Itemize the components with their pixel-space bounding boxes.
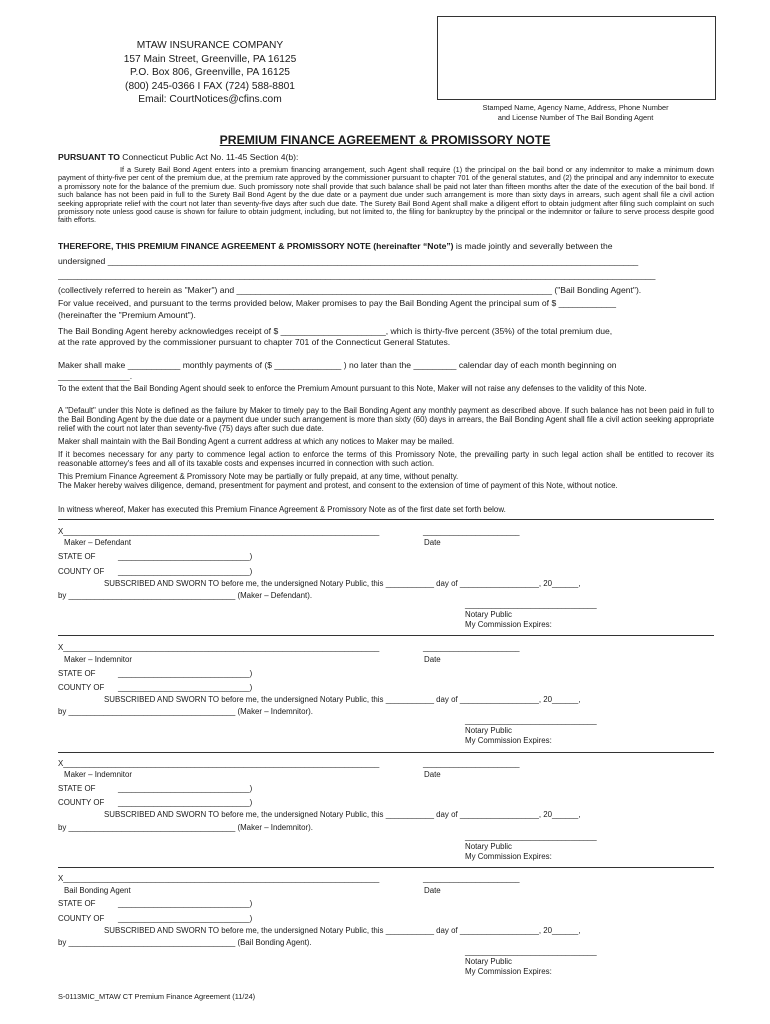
defenses-paragraph: To the extent that the Bail Bonding Agent should seek to enforce the Premium Amount pursuant to this Note, Maker will not raise any defenses to the validity of this Note. [58, 384, 647, 393]
county-label: COUNTY OF [58, 798, 105, 807]
therefore-line [58, 241, 613, 251]
company-email: Email: CourtNotices@cfins.com [138, 94, 282, 105]
by-line[interactable]: by ______________________________________ (Maker – Indemnitor). [58, 823, 313, 832]
notary-label: Notary Public [465, 610, 512, 619]
pursuant-text: Connecticut Public Act No. 11-45 Section 4(b): [119, 152, 299, 162]
signature-line[interactable]: X________________________________________________________________________ [58, 527, 380, 536]
rate-line: at the rate approved by the commissioner pursuant to chapter 701 of the Connecticut General Statutes. [58, 337, 451, 347]
date-line[interactable]: ______________________ [423, 874, 520, 883]
agent-stamp-box[interactable] [437, 16, 716, 100]
by-line[interactable]: by ______________________________________ (Maker – Defendant). [58, 591, 313, 600]
signer-role: Bail Bonding Agent [64, 886, 131, 895]
county-label: COUNTY OF [58, 683, 105, 692]
date-line[interactable]: ______________________ [423, 527, 520, 536]
waives-paragraph: The Maker hereby waives diligence, demand, presentment for payment and protest, and consent to the extension of time of payment of this Note, without notice. [58, 481, 618, 490]
section-divider [58, 867, 714, 868]
county-field[interactable]: ______________________________) [118, 683, 253, 692]
date-line[interactable]: ______________________ [423, 759, 520, 768]
notary-label: Notary Public [465, 726, 512, 735]
therefore-rest: is made jointly and severally between the [453, 241, 613, 251]
county-label: COUNTY OF [58, 567, 105, 576]
company-pobox: P.O. Box 806, Greenville, PA 16125 [130, 67, 290, 78]
commission-expires-label: My Commission Expires: [465, 852, 552, 861]
notary-signature-line[interactable]: ______________________________ [465, 600, 597, 609]
premium-amount-line: (hereinafter the "Premium Amount"). [58, 310, 196, 320]
principal-sum-line[interactable]: For value received, and pursuant to the terms provided below, Maker promises to pay the Bail Bonding Agent the principal sum of $ ____________ [58, 298, 616, 308]
state-label: STATE OF [58, 552, 96, 561]
witness-paragraph: In witness whereof, Maker has executed this Premium Finance Agreement & Promissory Note as of the first date set forth below. [58, 505, 506, 514]
state-field[interactable]: ______________________________) [118, 552, 253, 561]
state-label: STATE OF [58, 784, 96, 793]
state-field[interactable]: ______________________________) [118, 669, 253, 678]
county-field[interactable]: ______________________________) [118, 798, 253, 807]
by-line[interactable]: by ______________________________________ (Maker – Indemnitor). [58, 707, 313, 716]
notary-signature-line[interactable]: ______________________________ [465, 832, 597, 841]
legal-action-paragraph: If it becomes necessary for any party to commence legal action to enforce the terms of this Promissory Note, the prevailing party in such legal action shall be entitled to recover its reasonable attorney's fees and all of its taxable costs and expenses incurred in connection with such action. [58, 450, 714, 469]
commission-expires-label: My Commission Expires: [465, 620, 552, 629]
company-street: 157 Main Street, Greenville, PA 16125 [123, 53, 297, 65]
stamp-caption-line2: and License Number of The Bail Bonding Agent [497, 113, 654, 122]
signer-role: Maker – Indemnitor [64, 655, 132, 664]
therefore-bold: THEREFORE, THIS PREMIUM FINANCE AGREEMENT & PROMISSORY NOTE (hereinafter “Note”) [58, 241, 454, 251]
state-label: STATE OF [58, 899, 96, 908]
notary-signature-line[interactable]: ______________________________ [465, 947, 597, 956]
commission-expires-label: My Commission Expires: [465, 736, 552, 745]
document-title: PREMIUM FINANCE AGREEMENT & PROMISSORY NOTE [219, 133, 551, 147]
company-phone: (800) 245-0366 I FAX (724) 588-8801 [125, 80, 295, 92]
maker-agent-line[interactable]: (collectively referred to herein as "Maker") and __________________________________________________________________ ("Bail Bonding Agent"). [58, 285, 642, 295]
state-field[interactable]: ______________________________) [118, 784, 253, 793]
date-label: Date [424, 655, 441, 664]
payments-start-line[interactable]: _______________. [58, 371, 133, 381]
payments-line[interactable]: Maker shall make ___________ monthly payments of ($ ______________ ) no later than the _________ calendar day of each month beginning on [58, 360, 617, 370]
state-field[interactable]: ______________________________) [118, 899, 253, 908]
commission-expires-label: My Commission Expires: [465, 967, 552, 976]
stamp-caption [437, 103, 714, 123]
signature-line[interactable]: X________________________________________________________________________ [58, 643, 380, 652]
signer-role: Maker – Defendant [64, 538, 132, 547]
sworn-line[interactable]: SUBSCRIBED AND SWORN TO before me, the undersigned Notary Public, this ___________ day of __________________, 20______, [104, 810, 581, 819]
undersigned-line[interactable]: undersigned _______________________________________________________________________________________________________________ [58, 256, 639, 266]
section-divider [58, 752, 714, 753]
notary-label: Notary Public [465, 842, 512, 851]
section-divider [58, 635, 714, 636]
county-field[interactable]: ______________________________) [118, 914, 253, 923]
notary-signature-line[interactable]: ______________________________ [465, 716, 597, 725]
section-divider [58, 519, 714, 520]
by-line[interactable]: by ______________________________________ (Bail Bonding Agent). [58, 938, 312, 947]
signer-role: Maker – Indemnitor [64, 770, 132, 779]
notary-label: Notary Public [465, 957, 512, 966]
state-label: STATE OF [58, 669, 96, 678]
sworn-line[interactable]: SUBSCRIBED AND SWORN TO before me, the undersigned Notary Public, this ___________ day of __________________, 20______, [104, 926, 581, 935]
pursuant-label: PURSUANT TO [58, 152, 120, 162]
date-line[interactable]: ______________________ [423, 643, 520, 652]
undersigned-line-2[interactable]: _____________________________________________________________________________________________________________________________ [58, 270, 656, 280]
prepaid-paragraph: This Premium Finance Agreement & Promissory Note may be partially or fully prepaid, at any time, without penalty. [58, 472, 459, 481]
receipt-line[interactable]: The Bail Bonding Agent hereby acknowledges receipt of $ ______________________, which is thirty-five percent (35%) of the total premium due, [58, 326, 613, 336]
date-label: Date [424, 538, 441, 547]
stamp-caption-line1: Stamped Name, Agency Name, Address, Phone Number [482, 103, 669, 112]
county-label: COUNTY OF [58, 914, 105, 923]
company-header [110, 39, 310, 107]
default-paragraph: A "Default" under this Note is defined as the failure by Maker to timely pay to the Bail Bonding Agent any monthly payment as described above. If such balance has not been paid in full to the Bail Bonding Agent by the due date or a payment due under such arrangement is more than sixty (60) days in arrears, the Bail Bonding Agent shall file a civil action seeking appropriate relief with the court not later than seventy-five (75) days after such due date. [58, 406, 714, 434]
county-field[interactable]: ______________________________) [118, 567, 253, 576]
company-name: MTAW INSURANCE COMPANY [136, 40, 284, 51]
date-label: Date [424, 886, 441, 895]
signature-line[interactable]: X________________________________________________________________________ [58, 759, 380, 768]
form-footer: S-0113MIC_MTAW CT Premium Finance Agreement (11/24) [58, 992, 256, 1001]
sworn-line[interactable]: SUBSCRIBED AND SWORN TO before me, the undersigned Notary Public, this ___________ day of __________________, 20______, [104, 579, 581, 588]
signature-line[interactable]: X________________________________________________________________________ [58, 874, 380, 883]
pursuant-line [58, 152, 298, 162]
sworn-line[interactable]: SUBSCRIBED AND SWORN TO before me, the undersigned Notary Public, this ___________ day of __________________, 20______, [104, 695, 581, 704]
intro-paragraph: If a Surety Bail Bond Agent enters into a premium financing arrangement, such Agent shall require (1) the principal on the bail bond or any indemnitor to make a minimum down payment of thirty-five per cent of the premium due, at the premium rate approved by the commissioner pursuant to chapter 701 of the general statutes, and (2) the principal and any indemnitor to execute a promissory note for the balance of the premium due. Such promissory note shall provide that such balance shall be paid not later than fifteen months after the date of the execution of the bail bond. If such balance has not been paid in full to the Surety Bail Bond Agent by the due date or a payment due under such arrangement is more than sixty days in arrears, such agent shall file a civil action seeking appropriate relief with the court not later than seventy-five days after such due date. The Surety Bail Bond Agent shall make a diligent effort to obtain judgment after filing such complaint on such promissory note unless good cause is shown for failure to obtain judgment, including, but not limited to, the filing for bankruptcy by the principal or the indemnitor or failure to serve process despite good faith efforts. [58, 165, 714, 225]
date-label: Date [424, 770, 441, 779]
address-paragraph: Maker shall maintain with the Bail Bonding Agent a current address at which any notices to Maker may be mailed. [58, 437, 455, 446]
